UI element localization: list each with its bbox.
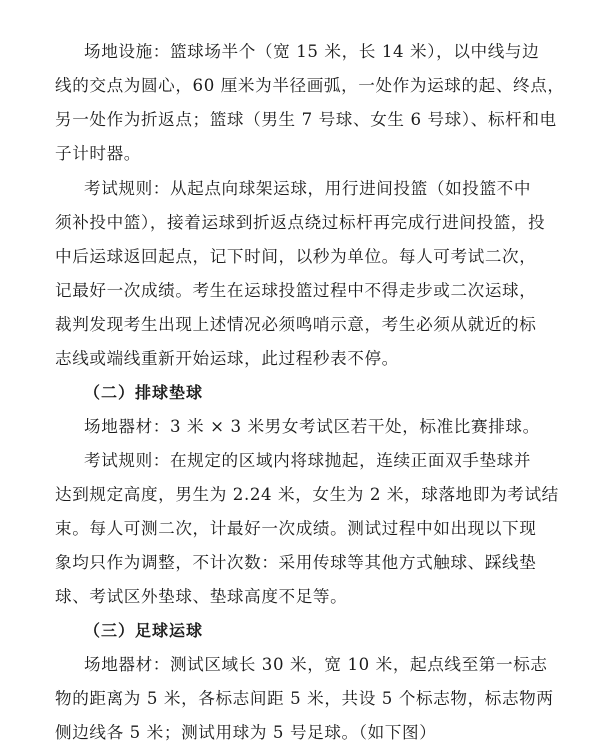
text-line: 须补投中篮），接着运球到折返点绕过标杆再完成行进间投篮，投 [55,213,546,232]
text-line: 侧边线各 5 米；测试用球为 5 号足球。（如下图） [55,723,437,742]
text-line: 场地器材：测试区域长 30 米，宽 10 米，起点线至第一标志 [84,655,548,674]
text-line: 中后运球返回起点，记下时间，以秒为单位。每人可考试二次， [55,247,537,266]
text-line: 束。每人可测二次，计最好一次成绩。测试过程中如出现以下现 [55,519,537,538]
section-heading: （三）足球运球 [84,621,204,640]
text-line: 物的距离为 5 米，各标志间距 5 米，共设 5 个标志物，标志物两 [55,689,554,708]
text-line: 达到规定高度，男生为 2.24 米，女生为 2 米，球落地即为考试结 [55,485,559,504]
text-line: 子计时器。 [55,144,141,163]
text-line: 线的交点为圆心，60 厘米为半径画弧，一处作为运球的起、终点， [55,76,565,95]
text-line: 场地设施：篮球场半个（宽 15 米，长 14 米），以中线与边 [84,42,540,61]
text-line: 考试规则：从起点向球架运球，用行进间投篮（如投篮不中 [84,179,532,198]
text-line: 记最好一次成绩。考生在运球投篮过程中不得走步或二次运球， [55,281,537,300]
text-line: 球、考试区外垫球、垫球高度不足等。 [55,587,348,606]
text-line: 志线或端线重新开始运球，此过程秒表不停。 [55,349,399,368]
text-line: 象均只作为调整，不计次数：采用传球等其他方式触球、踩线垫 [55,553,537,572]
text-line: 考试规则：在规定的区域内将球抛起，连续正面双手垫球并 [84,451,532,470]
section-heading: （二）排球垫球 [84,383,204,402]
text-line: 另一处作为折返点；篮球（男生 7 号球、女生 6 号球）、标杆和电 [55,110,557,129]
text-line: 场地器材：3 米 × 3 米男女考试区若干处，标准比赛排球。 [84,417,540,436]
text-line: 裁判发现考生出现上述情况必须鸣哨示意，考生必须从就近的标 [55,315,537,334]
